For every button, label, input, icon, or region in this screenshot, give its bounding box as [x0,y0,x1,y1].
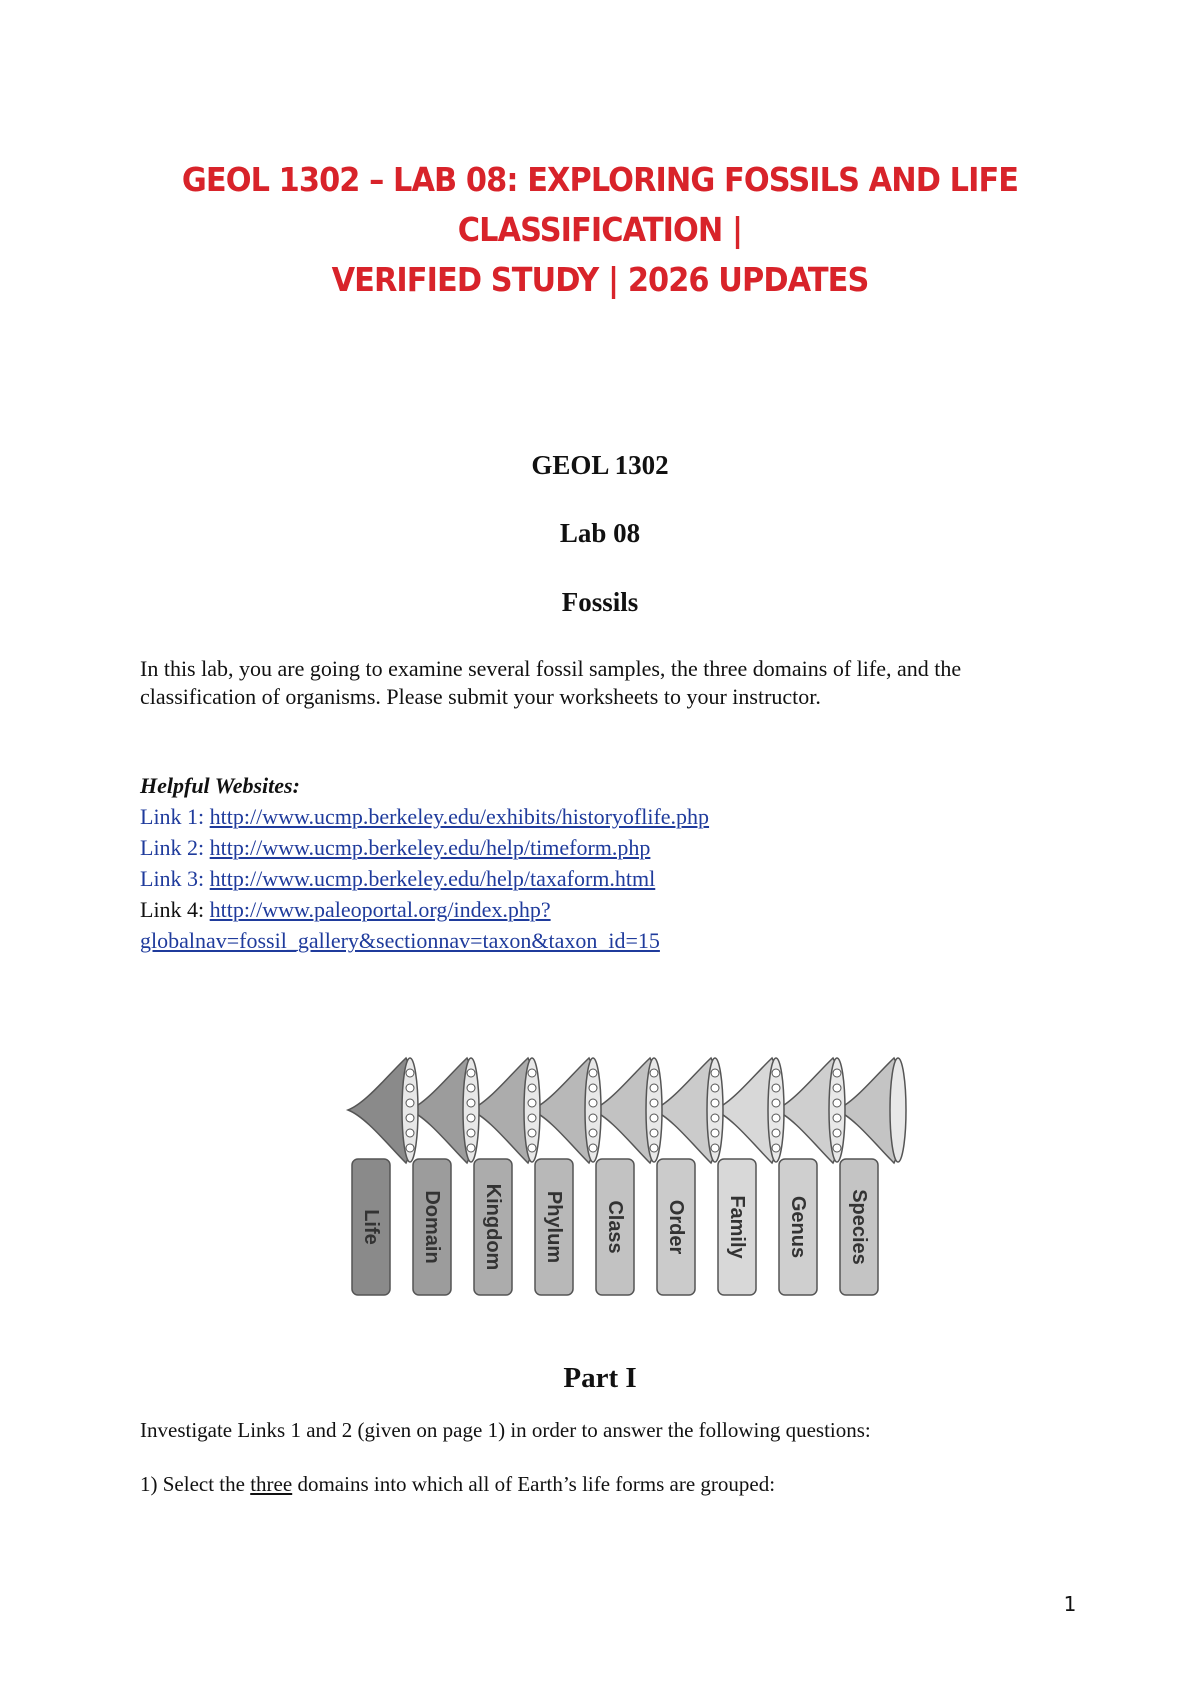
taxonomy-cell-dot [833,1129,841,1137]
taxonomy-cell-dot [406,1129,414,1137]
link-3-label: Link 3: [140,866,210,891]
taxonomy-label-class: Class [604,1200,626,1254]
question-1-emphasis: three [250,1472,293,1496]
taxonomy-cell-dot [833,1099,841,1107]
link-2-line [140,832,1040,863]
taxonomy-cell-dot [711,1084,719,1092]
taxonomy-cell-dot [528,1129,536,1137]
taxonomy-cell-dot [772,1129,780,1137]
link-3-line [140,863,1040,894]
taxonomy-cell-dot [528,1099,536,1107]
taxonomy-cell-dot [589,1129,597,1137]
taxonomy-cell-dot [650,1144,658,1152]
question-1-text-start: 1) Select the [140,1472,251,1496]
link-4-url-part-1[interactable]: http://www.paleoportal.org/index.php? [209,897,551,922]
taxonomy-cell-dot [406,1084,414,1092]
taxonomy-cell-dot [711,1114,719,1122]
taxonomy-cell-dot [650,1114,658,1122]
taxonomy-diagram [340,1055,915,1305]
part-1-instructions: Investigate Links 1 and 2 (given on page 1) in order to answer the following questions: [140,1418,871,1442]
link-4-label: Link 4: [140,897,210,922]
header-title-line-1: GEOL 1302 – LAB 08: EXPLORING FOSSILS AND LIFE CLASSIFICATION | [181,160,1019,249]
taxonomy-cell-dot [772,1114,780,1122]
taxonomy-label-life: Life [360,1209,382,1245]
taxonomy-cell-dot [650,1129,658,1137]
taxonomy-cell-dot [711,1144,719,1152]
taxonomy-cell-dot [833,1069,841,1077]
taxonomy-cell-dot [772,1099,780,1107]
taxonomy-cell-dot [467,1129,475,1137]
taxonomy-cell-dot [406,1099,414,1107]
question-1 [140,1472,1090,1497]
taxonomy-cell-dot [406,1144,414,1152]
lab-title: Lab 08 [559,518,641,548]
document-header-title [140,155,1060,305]
taxonomy-label-species: Species [848,1189,870,1265]
taxonomy-cell-dot [406,1114,414,1122]
taxonomy-cell-dot [589,1069,597,1077]
link-4-url-part-2[interactable]: globalnav=fossil_gallery&sectionnav=taxon&taxon_id=15 [140,928,660,953]
taxonomy-cell-dot [589,1144,597,1152]
taxonomy-cell-dot [528,1084,536,1092]
taxonomy-cell-dot [467,1069,475,1077]
taxonomy-cell-dot [528,1069,536,1077]
taxonomy-cell-dot [772,1084,780,1092]
link-1-url[interactable]: http://www.ucmp.berkeley.edu/exhibits/historyoflife.php [209,804,710,829]
taxonomy-label-kingdom: Kingdom [482,1183,504,1271]
link-2-url[interactable]: http://www.ucmp.berkeley.edu/help/timeform.php [209,835,651,860]
taxonomy-cell-dot [833,1084,841,1092]
course-title: GEOL 1302 [531,450,669,480]
helpful-websites-heading: Helpful Websites: [140,773,300,798]
taxonomy-cell-dot [650,1084,658,1092]
taxonomy-label-genus: Genus [787,1195,809,1259]
header-title-line-2: VERIFIED STUDY | 2026 UPDATES [331,260,869,299]
taxonomy-rim-species [890,1058,906,1162]
intro-paragraph: In this lab, you are going to examine several fossil samples, the three domains of life, and the classification of organisms. Please submit your worksheets to your instructor. [140,656,962,709]
taxonomy-cell-dot [467,1114,475,1122]
link-4-line [140,894,1040,925]
taxonomy-cell-dot [711,1129,719,1137]
taxonomy-cell-dot [467,1084,475,1092]
taxonomy-cell-dot [467,1144,475,1152]
link-4-continuation [140,925,1040,956]
taxonomy-cell-dot [589,1084,597,1092]
taxonomy-cell-dot [528,1114,536,1122]
taxonomy-cell-dot [833,1114,841,1122]
taxonomy-label-family: Family [726,1195,748,1259]
taxonomy-cell-dot [528,1144,536,1152]
taxonomy-cell-dot [650,1099,658,1107]
taxonomy-cell-dot [772,1069,780,1077]
taxonomy-cell-dot [406,1069,414,1077]
question-1-text-end: domains into which all of Earth’s life forms are grouped: [292,1472,776,1496]
taxonomy-cell-dot [833,1144,841,1152]
taxonomy-cell-dot [589,1114,597,1122]
taxonomy-label-domain: Domain [421,1190,443,1264]
page-number: 1 [1063,1592,1077,1616]
link-2-label: Link 2: [140,835,210,860]
helpful-websites [140,770,1040,956]
link-1-line [140,801,1040,832]
taxonomy-cell-dot [589,1099,597,1107]
topic-title: Fossils [561,587,639,617]
link-3-url[interactable]: http://www.ucmp.berkeley.edu/help/taxaform.html [209,866,656,891]
taxonomy-cell-dot [467,1099,475,1107]
part-1-heading: Part I [563,1362,637,1394]
taxonomy-cell-dot [650,1069,658,1077]
taxonomy-cell-dot [772,1144,780,1152]
taxonomy-cell-dot [711,1099,719,1107]
taxonomy-cell-dot [711,1069,719,1077]
taxonomy-label-phylum: Phylum [543,1190,565,1264]
link-1-label: Link 1: [140,804,210,829]
taxonomy-label-order: Order [665,1199,687,1255]
